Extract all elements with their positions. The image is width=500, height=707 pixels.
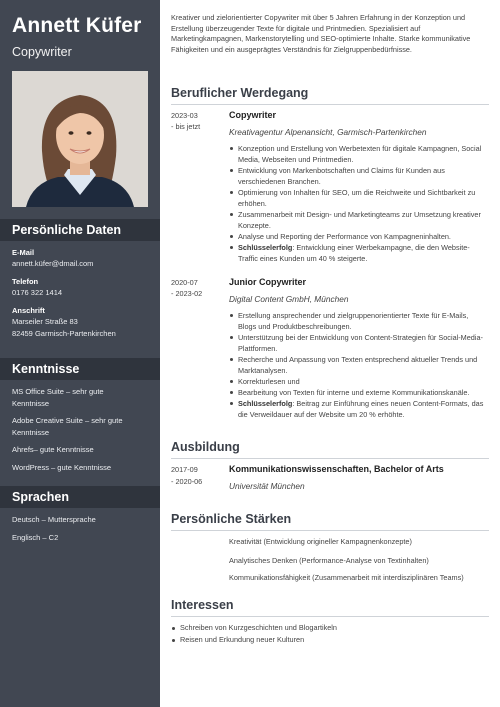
candidate-name: Annett Küfer: [12, 14, 142, 37]
education-date-to: - 2020-06: [171, 477, 203, 486]
phone-value: 0176 322 1414: [12, 288, 63, 297]
list-item: Bearbeitung von Texten für interne und externe Kommunikationskanäle.: [229, 387, 487, 398]
job-role: Copywriter: [229, 110, 277, 120]
job-bullets: [229, 143, 487, 264]
strengths-heading: Persönliche Stärken: [171, 512, 489, 531]
strength-item: Analytisches Denken (Performance-Analyse von Textinhalten): [229, 556, 429, 565]
success-text: : Beitrag zur Einführung eines neuen Content-Formats, das die Verweildauer auf der Website um 20 % erhöhte.: [238, 399, 484, 419]
list-item-success: [229, 398, 487, 420]
list-item: Analyse und Reporting der Performance von Kampagneninhalten.: [229, 231, 487, 242]
skill-item: Adobe Creative Suite – sehr gute Kenntnisse: [12, 416, 123, 437]
phone-label: Telefon: [12, 277, 39, 286]
education-school: Universität München: [229, 481, 305, 491]
job-company: Kreativagentur Alpenansicht, Garmisch-Partenkirchen: [229, 127, 427, 137]
education-date-from: 2017-09: [171, 465, 198, 474]
strength-item: Kommunikationsfähigkeit (Zusammenarbeit mit interdisziplinären Teams): [229, 573, 464, 582]
languages-heading: Sprachen: [0, 486, 160, 508]
success-label: Schlüsselerfolg: [238, 399, 293, 408]
candidate-title: Copywriter: [12, 45, 72, 59]
address-line-1: Marseiler Straße 83: [12, 317, 78, 326]
intro-summary: Kreativer und zielorientierter Copywriter mit über 5 Jahren Erfahrung in der Konzeption und Erstellung überzeugender Texte für digitale und Printmedien. Spezialisiert auf Marketingkampagnen, Markenstorytelling und SEO-optimierte Inhalte. Starke kommunikative Fähigkeiten und ein ausgeprägtes Verständnis für Zielgruppenbedürfnisse.: [171, 13, 471, 54]
list-item: Konzeption und Erstellung von Werbetexten für digitale Kampagnen, Social Media, Webseiten und Printmedien.: [229, 143, 487, 165]
skills-heading: Kenntnisse: [0, 358, 160, 380]
list-item: Schreiben von Kurzgeschichten und Blogartikeln: [171, 622, 489, 634]
address-line-2: 82459 Garmisch-Partenkirchen: [12, 329, 116, 338]
job-bullets: [229, 310, 487, 420]
personal-data-heading: Persönliche Daten: [0, 219, 160, 241]
language-item: Englisch – C2: [12, 533, 59, 542]
sidebar: [0, 0, 160, 707]
education-degree: Kommunikationswissenschaften, Bachelor of Arts: [229, 464, 444, 474]
education-heading: Ausbildung: [171, 440, 489, 459]
job-date-to: - bis jetzt: [171, 122, 201, 131]
success-label: Schlüsselerfolg: [238, 243, 293, 252]
skill-item: MS Office Suite – sehr gute Kenntnisse: [12, 387, 104, 408]
list-item: Korrekturlesen und: [229, 376, 487, 387]
list-item-success: [229, 242, 487, 264]
list-item: Reisen und Erkundung neuer Kulturen: [171, 634, 489, 646]
interests-list: [171, 622, 489, 646]
skill-item: WordPress – gute Kenntnisse: [12, 463, 112, 472]
language-item: Deutsch – Muttersprache: [12, 515, 96, 524]
list-item: Erstellung ansprechender und zielgruppenorientierter Texte für E-Mails, Blogs und Produktbeschreibungen.: [229, 310, 487, 332]
list-item: Zusammenarbeit mit Design- und Marketingteams zur Umsetzung kreativer Konzepte.: [229, 209, 487, 231]
email-label: E-Mail: [12, 248, 35, 257]
list-item: Entwicklung von Markenbotschaften und Claims für Kunden aus verschiedenen Branchen.: [229, 165, 487, 187]
job-role: Junior Copywriter: [229, 277, 307, 287]
email-value: annett.küfer@dmail.com: [12, 259, 94, 268]
job-date-from: 2020-07: [171, 278, 198, 287]
experience-heading: Beruflicher Werdegang: [171, 86, 489, 105]
address-label: Anschrift: [12, 306, 45, 315]
job-company: Digital Content GmbH, München: [229, 294, 349, 304]
profile-photo: [12, 71, 148, 207]
list-item: Unterstützung bei der Entwicklung von Content-Strategien für Social-Media-Plattformen.: [229, 332, 487, 354]
list-item: Optimierung von Inhalten für SEO, um die Reichweite und Sichtbarkeit zu erhöhen.: [229, 187, 487, 209]
list-item: Recherche und Anpassung von Texten entsprechend aktueller Trends und Marktanalysen.: [229, 354, 487, 376]
strength-item: Kreativität (Entwicklung origineller Kampagnenkonzepte): [229, 537, 412, 546]
interests-heading: Interessen: [171, 598, 489, 617]
skill-item: Ahrefs– gute Kenntnisse: [12, 445, 94, 454]
job-date-from: 2023-03: [171, 111, 198, 120]
job-date-to: - 2023-02: [171, 289, 203, 298]
success-text: : Entwicklung einer Werbekampagne, die den Website-Traffic eines Kunden um 40 % steigerte.: [238, 243, 470, 263]
